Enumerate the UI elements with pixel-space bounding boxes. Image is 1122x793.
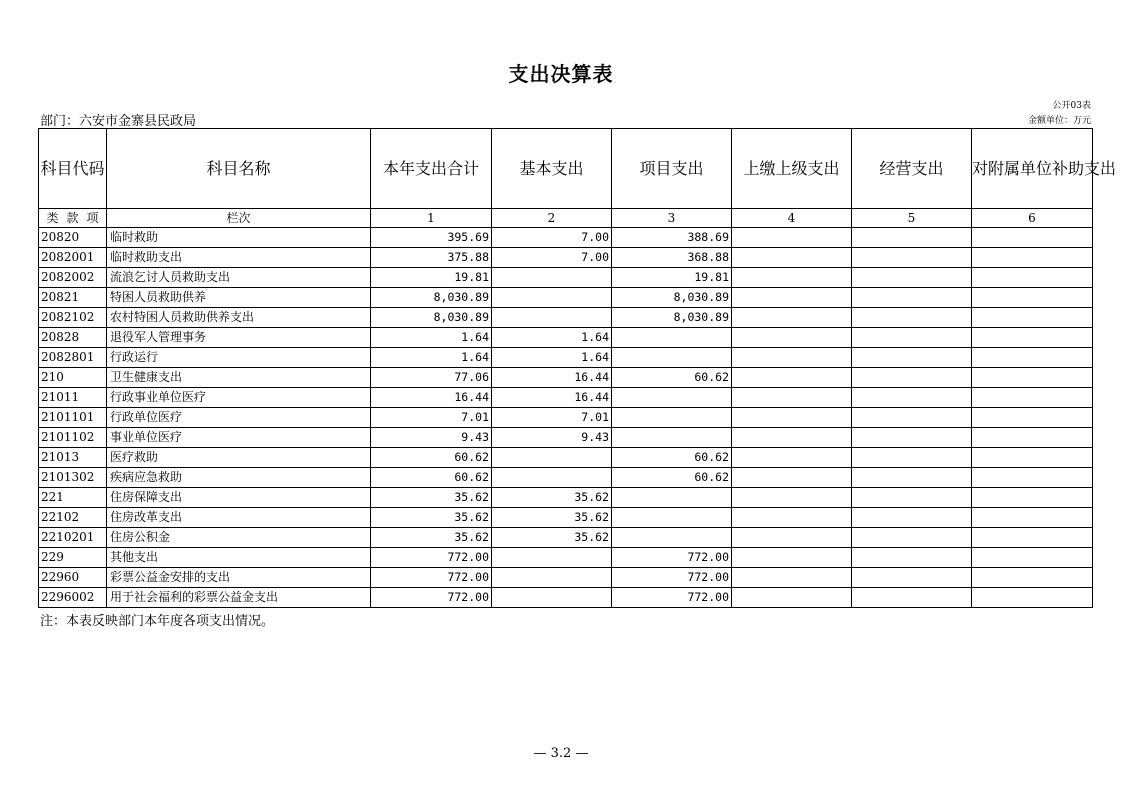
row-basic: 1.64 [492,348,612,368]
row-basic: 7.00 [492,248,612,268]
row-upper [732,588,852,608]
row-basic: 7.01 [492,408,612,428]
row-subsidy [972,228,1093,248]
row-total: 1.64 [371,328,492,348]
row-upper [732,288,852,308]
row-subsidy [972,548,1093,568]
row-upper [732,508,852,528]
header-upper: 上缴上级支出 [732,129,852,209]
row-upper [732,428,852,448]
row-upper [732,468,852,488]
row-business [852,248,972,268]
department-label: 部门：六安市金寨县民政局 [40,114,197,129]
row-total: 35.62 [371,488,492,508]
row-name: 住房改革支出 [107,508,371,528]
row-name: 疾病应急救助 [107,468,371,488]
row-total: 772.00 [371,568,492,588]
row-project [612,508,732,528]
row-project [612,388,732,408]
row-total: 8,030.89 [371,308,492,328]
page-title: 支出决算表 [508,62,614,86]
row-business [852,508,972,528]
row-name: 流浪乞讨人员救助支出 [107,268,371,288]
row-basic [492,568,612,588]
header-basic: 基本支出 [492,129,612,209]
table-row [39,268,1093,288]
index-num: 5 [852,209,972,228]
row-name: 事业单位医疗 [107,428,371,448]
row-subsidy [972,388,1093,408]
row-business [852,568,972,588]
row-subsidy [972,588,1093,608]
row-basic: 16.44 [492,388,612,408]
index-row [39,209,1093,228]
row-upper [732,368,852,388]
row-total: 35.62 [371,508,492,528]
table-row [39,528,1093,548]
row-total: 9.43 [371,428,492,448]
row-project [612,328,732,348]
row-name: 临时救助 [107,228,371,248]
row-business [852,388,972,408]
row-business [852,288,972,308]
row-name: 临时救助支出 [107,248,371,268]
row-subsidy [972,468,1093,488]
header-project: 项目支出 [612,129,732,209]
row-subsidy [972,488,1093,508]
row-business [852,228,972,248]
index-num: 3 [612,209,732,228]
page-number: — 3.2 — [533,746,589,761]
row-code: 2082001 [39,248,107,268]
row-subsidy [972,428,1093,448]
row-code: 20828 [39,328,107,348]
table-row [39,408,1093,428]
row-subsidy [972,268,1093,288]
form-number: 公开03表 [1052,101,1091,111]
row-subsidy [972,528,1093,548]
row-total: 395.69 [371,228,492,248]
row-project: 772.00 [612,588,732,608]
row-project: 60.62 [612,368,732,388]
row-name: 卫生健康支出 [107,368,371,388]
row-subsidy [972,368,1093,388]
header-total: 本年支出合计 [371,129,492,209]
row-name: 住房公积金 [107,528,371,548]
kind-labels [39,209,107,228]
kind-item: 项 [86,211,99,225]
row-business [852,468,972,488]
row-upper [732,408,852,428]
row-business [852,268,972,288]
header-business: 经营支出 [852,129,972,209]
row-code: 20820 [39,228,107,248]
row-subsidy [972,568,1093,588]
row-code: 21011 [39,388,107,408]
row-business [852,348,972,368]
row-project: 19.81 [612,268,732,288]
row-name: 其他支出 [107,548,371,568]
row-total: 16.44 [371,388,492,408]
row-basic: 9.43 [492,428,612,448]
row-name: 特困人员救助供养 [107,288,371,308]
table-row [39,328,1093,348]
row-project [612,488,732,508]
row-code: 20821 [39,288,107,308]
row-name: 农村特困人员救助供养支出 [107,308,371,328]
row-name: 用于社会福利的彩票公益金支出 [107,588,371,608]
table-row [39,588,1093,608]
row-project [612,348,732,368]
row-basic [492,268,612,288]
table-row [39,348,1093,368]
table-row [39,448,1093,468]
row-upper [732,388,852,408]
row-subsidy [972,288,1093,308]
row-total: 7.01 [371,408,492,428]
row-basic [492,548,612,568]
row-code: 2101302 [39,468,107,488]
row-subsidy [972,248,1093,268]
row-name: 行政运行 [107,348,371,368]
row-total: 35.62 [371,528,492,548]
row-basic: 7.00 [492,228,612,248]
row-name: 彩票公益金安排的支出 [107,568,371,588]
table-row [39,388,1093,408]
row-total: 772.00 [371,548,492,568]
row-project [612,408,732,428]
row-upper [732,548,852,568]
row-project [612,528,732,548]
row-subsidy [972,508,1093,528]
row-name: 退役军人管理事务 [107,328,371,348]
row-name: 医疗救助 [107,448,371,468]
row-basic: 35.62 [492,488,612,508]
table-row [39,488,1093,508]
row-project: 60.62 [612,448,732,468]
table-row [39,288,1093,308]
row-business [852,488,972,508]
table-row [39,308,1093,328]
row-upper [732,528,852,548]
header-row [39,129,1093,209]
row-project: 60.62 [612,468,732,488]
row-total: 60.62 [371,448,492,468]
table-note: 注：本表反映部门本年度各项支出情况。 [40,614,275,629]
row-name: 行政单位医疗 [107,408,371,428]
row-project: 772.00 [612,568,732,588]
index-label: 栏次 [107,209,371,228]
row-code: 221 [39,488,107,508]
kind-section: 款 [66,211,79,225]
index-num: 4 [732,209,852,228]
row-total: 772.00 [371,588,492,608]
row-business [852,588,972,608]
index-num: 6 [972,209,1093,228]
header-code: 科目代码 [39,129,107,209]
row-code: 22102 [39,508,107,528]
row-code: 229 [39,548,107,568]
kind-class: 类 [46,211,59,225]
row-basic [492,588,612,608]
row-business [852,328,972,348]
row-project: 388.69 [612,228,732,248]
row-name: 行政事业单位医疗 [107,388,371,408]
row-total: 77.06 [371,368,492,388]
table-row [39,248,1093,268]
row-business [852,528,972,548]
row-upper [732,328,852,348]
row-name: 住房保障支出 [107,488,371,508]
row-upper [732,228,852,248]
row-subsidy [972,408,1093,428]
row-upper [732,248,852,268]
row-subsidy [972,308,1093,328]
row-total: 375.88 [371,248,492,268]
row-basic [492,468,612,488]
row-basic: 35.62 [492,508,612,528]
row-code: 2210201 [39,528,107,548]
row-business [852,428,972,448]
table-row [39,368,1093,388]
row-basic [492,448,612,468]
row-business [852,368,972,388]
row-project: 8,030.89 [612,288,732,308]
row-subsidy [972,328,1093,348]
row-code: 2101102 [39,428,107,448]
row-code: 2082002 [39,268,107,288]
row-basic: 35.62 [492,528,612,548]
table-row [39,428,1093,448]
row-upper [732,448,852,468]
index-num: 2 [492,209,612,228]
row-business [852,548,972,568]
row-upper [732,488,852,508]
row-code: 2296002 [39,588,107,608]
header-subsidy: 对附属单位补助支出 [972,129,1093,209]
row-code: 22960 [39,568,107,588]
unit-label: 金额单位：万元 [1027,116,1091,126]
header-name: 科目名称 [107,129,371,209]
row-business [852,308,972,328]
row-basic: 1.64 [492,328,612,348]
expenditure-table [38,128,1117,608]
row-upper [732,348,852,368]
table-row [39,508,1093,528]
row-basic: 16.44 [492,368,612,388]
row-code: 2082801 [39,348,107,368]
row-total: 1.64 [371,348,492,368]
row-upper [732,568,852,588]
row-basic [492,308,612,328]
row-code: 21013 [39,448,107,468]
row-project: 368.88 [612,248,732,268]
table-row [39,228,1093,248]
row-business [852,408,972,428]
row-upper [732,308,852,328]
row-code: 2101101 [39,408,107,428]
row-basic [492,288,612,308]
row-project: 772.00 [612,548,732,568]
table-row [39,568,1093,588]
table-row [39,468,1093,488]
row-total: 19.81 [371,268,492,288]
row-subsidy [972,448,1093,468]
row-total: 60.62 [371,468,492,488]
row-upper [732,268,852,288]
row-total: 8,030.89 [371,288,492,308]
row-subsidy [972,348,1093,368]
index-num: 1 [371,209,492,228]
row-business [852,448,972,468]
row-project: 8,030.89 [612,308,732,328]
row-code: 2082102 [39,308,107,328]
row-code: 210 [39,368,107,388]
table-row [39,548,1093,568]
row-project [612,428,732,448]
